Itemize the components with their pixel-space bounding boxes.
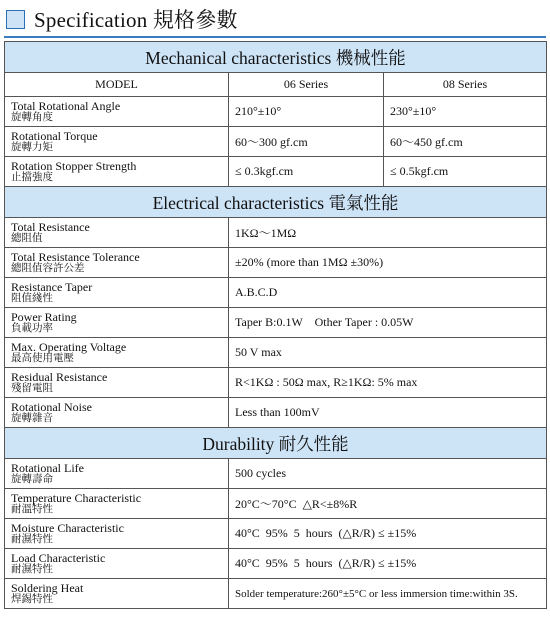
- param-name-zh: 耐濕特性: [11, 533, 53, 545]
- table-row: [5, 127, 547, 157]
- param-name: Rotational Torque: [11, 128, 98, 143]
- param-name-zh: 旋轉雜音: [11, 412, 53, 424]
- param-name: Resistance Taper: [11, 279, 93, 294]
- param-value: 20°C～70°C △R<±8%R: [229, 489, 547, 519]
- param-name: Soldering Heat: [11, 580, 84, 595]
- section-electrical-title: Electrical characteristics 電氣性能: [5, 187, 547, 218]
- table-row: [5, 338, 547, 368]
- table-row: [5, 519, 547, 549]
- param-name-zh: 旋轉角度: [11, 111, 53, 123]
- param-value: Less than 100mV: [229, 398, 547, 428]
- param-value: R<1KΩ : 50Ω max, R≥1KΩ: 5% max: [229, 368, 547, 398]
- param-name-zh: 旋轉力矩: [11, 141, 53, 153]
- param-name-zh: 阻值綫性: [11, 292, 53, 304]
- param-name-zh: 耐濕特性: [11, 563, 53, 575]
- param-name-zh: 止擋強度: [11, 171, 53, 183]
- spec-table: [4, 41, 547, 609]
- table-row: [5, 157, 547, 187]
- param-value: 40°C 95% 5 hours (△R/R) ≤ ±15%: [229, 549, 547, 579]
- table-row: [5, 218, 547, 248]
- param-name-zh: 焊錫特性: [11, 593, 53, 605]
- page-title: Specification 規格參數: [34, 8, 238, 32]
- section-durability-title: Durability 耐久性能: [5, 428, 547, 459]
- value-06: 60～300 gf.cm: [229, 127, 384, 157]
- table-row: [5, 579, 547, 609]
- param-name-zh: 耐溫特性: [11, 503, 53, 515]
- table-row: [5, 308, 547, 338]
- param-value: ±20% (more than 1MΩ ±30%): [229, 248, 547, 278]
- section-mechanical-title: Mechanical characteristics 機械性能: [5, 42, 547, 73]
- col-08-series: 08 Series: [384, 73, 547, 97]
- param-name: Max. Operating Voltage: [11, 339, 127, 354]
- param-value: 500 cycles: [229, 459, 547, 489]
- param-name: Total Resistance Tolerance: [11, 249, 140, 264]
- square-bullet-icon: [6, 10, 25, 29]
- table-row: [5, 97, 547, 127]
- param-value: 40°C 95% 5 hours (△R/R) ≤ ±15%: [229, 519, 547, 549]
- col-model: MODEL: [5, 73, 229, 97]
- table-row: [5, 549, 547, 579]
- table-row: [5, 278, 547, 308]
- param-name: Temperature Characteristic: [11, 490, 142, 505]
- value-08: ≤ 0.5kgf.cm: [384, 157, 547, 187]
- param-name: Rotational Noise: [11, 399, 92, 414]
- table-row: [5, 398, 547, 428]
- param-value: 1KΩ～1MΩ: [229, 218, 547, 248]
- value-06: ≤ 0.3kgf.cm: [229, 157, 384, 187]
- table-row: [5, 368, 547, 398]
- param-name: Rotation Stopper Strength: [11, 158, 137, 173]
- param-name-zh: 旋轉壽命: [11, 473, 53, 485]
- value-08: 230°±10°: [384, 97, 547, 127]
- param-name-zh: 殘留電阻: [11, 382, 53, 394]
- param-name: Total Rotational Angle: [11, 98, 121, 113]
- param-name: Total Resistance: [11, 219, 90, 234]
- param-name: Residual Resistance: [11, 369, 108, 384]
- spec-heading: [6, 4, 238, 34]
- param-name: Power Rating: [11, 309, 77, 324]
- table-row: [5, 248, 547, 278]
- param-value: Taper B:0.1W Other Taper : 0.05W: [229, 308, 547, 338]
- param-name: Moisture Characteristic: [11, 520, 124, 535]
- param-name-zh: 負載功率: [11, 322, 53, 334]
- param-value: Solder temperature:260°±5°C or less immersion time:within 3S.: [229, 579, 547, 609]
- table-row: [5, 489, 547, 519]
- value-08: 60～450 gf.cm: [384, 127, 547, 157]
- col-06-series: 06 Series: [229, 73, 384, 97]
- param-name-zh: 最高使用電壓: [11, 352, 74, 364]
- param-name-zh: 總阻值: [11, 232, 43, 244]
- param-name: Load Characteristic: [11, 550, 106, 565]
- heading-rule: [4, 36, 546, 38]
- table-row: [5, 459, 547, 489]
- value-06: 210°±10°: [229, 97, 384, 127]
- param-name-zh: 總阻值容許公差: [11, 262, 85, 274]
- param-value: 50 V max: [229, 338, 547, 368]
- param-value: A.B.C.D: [229, 278, 547, 308]
- param-name: Rotational Life: [11, 460, 84, 475]
